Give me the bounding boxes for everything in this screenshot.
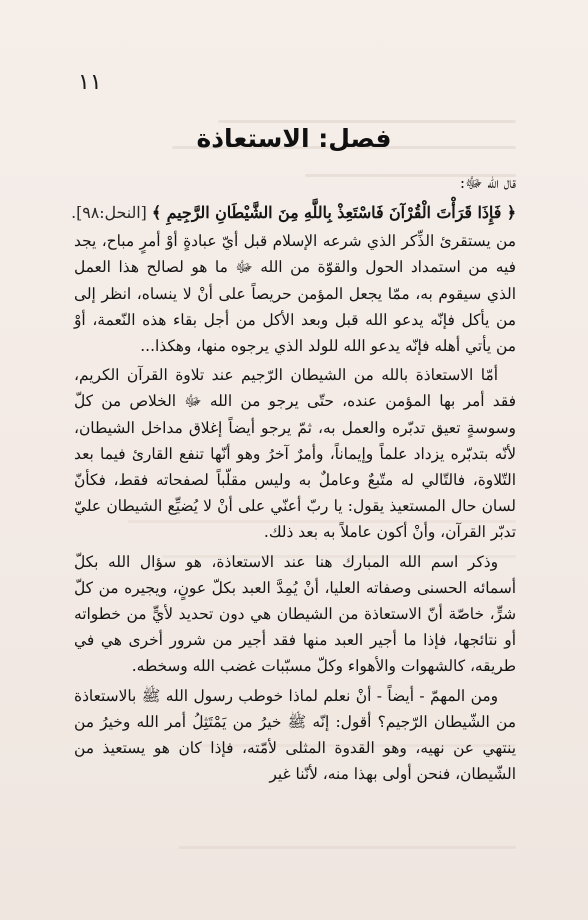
quranic-verse: ﴿ فَإِذَا قَرَأْتَ الْقُرْآنَ فَاسْتَعِذْ بِاللَّهِ مِنَ الشَّيْطَانِ الرَّجِيمِ ﴾ (151, 203, 516, 223)
quranic-verse-line (71, 199, 516, 226)
intro-line: قال الله ﷻ: (459, 174, 516, 192)
chapter-title: فصل: الاستعاذة (196, 124, 392, 153)
paragraph-2: أمّا الاستعاذة بالله من الشيطان الرّجيم عند تلاوة القرآن الكريم، فقد أمر بها المؤمن عنده، حتّى يرجو من الله ﷻ الخلاص من كلّ وسوسةٍ تعيق تدبّره والعمل به، ثمّ يرجو أيضاً إغلاق مداخل الشيطان، لأنّه بتدبّره يزداد علماً وإيماناً، وأمرٌ آخرُ وهو أنّها تنفع القارئ فيما بعد التّلاوة، فالتّالي له متّبعٌ وعاملٌ به وليس مقلّباً لصفحاته فقط، فكأنّ لسان حال المستعيذ يقول: يا ربّ أعنّي على أنْ لا يُضيِّع الشيطان عليّ تدبّر القرآن، وأنْ أكون عاملاً به بعد ذلك. (74, 366, 516, 542)
verse-reference: [النحل:٩٨]. (71, 203, 147, 223)
page-body (71, 170, 516, 790)
page-number: ١١ (78, 70, 102, 95)
paragraph-4: ومن المهمّ - أيضاً - أنْ نعلم لماذا خوطب رسول الله ﷺ بالاستعاذة من الشّيطان الرّجيم؟ أقول: إنّه ﷺ خيرُ من يَمْتَثِلُ أمر الله وخيرُ من ينتهي عن نهيه، وهو القدوة المثلى لأمّته، فإذا كان هو يستعيذ من الشّيطان، فنحن أولى بهذا منه، لأنّنا غير (74, 686, 516, 784)
paragraph-1: من يستقرئ الذِّكر الذي شرعه الإسلام قبل أيّ عبادةٍ أوْ أمرٍ مباح، يجد فيه من استمداد الحول والقوّة من الله ﷻ ما هو لصالح هذا العمل الذي سيقوم به، ممّا يجعل المؤمن حريصاً على أنْ لا ينساه، انظر إلى من يأكل فإنّه يدعو الله قبل وبعد الأكل من أجل بقاء هذه النّعمة، أوْ من يأتي أهله فإنّه يدعو الله للولد الذي يرجوه منها، وهكذا... (74, 232, 516, 356)
paragraph-3: وذكر اسم الله المبارك هنا عند الاستعاذة، هو سؤال الله بكلّ أسمائه الحسنى وصفاته العليا، أنْ يُمِدَّ العبد بكلّ عونٍ، ويجيره من كلّ شرٍّ، خاصّة أنّ الاستعاذة من الشيطان هي دون تحديد لأيٍّ من خطواته أو نتائجها، فإذا ما أجير العبد منها فقد أجير من شرور أخرى هي في طريقه، كالشهوات والأهواء وكلّ مسبّبات غضب الله وسخطه. (74, 552, 516, 676)
